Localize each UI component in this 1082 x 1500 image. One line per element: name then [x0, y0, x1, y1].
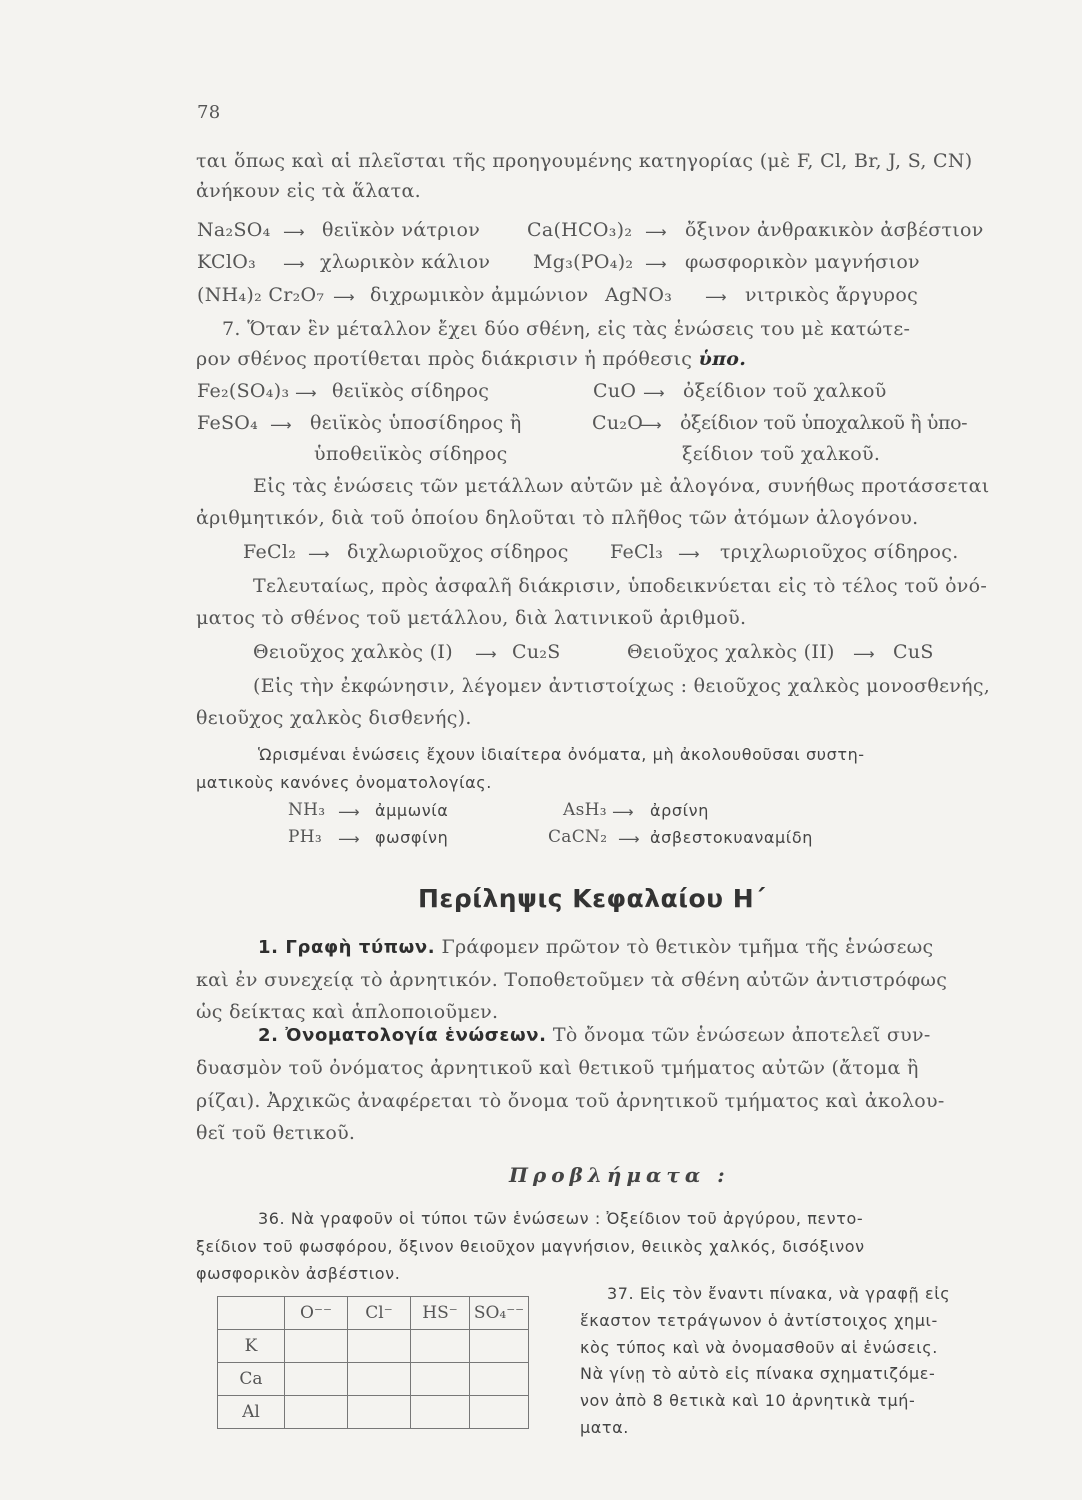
problem-37-line-2: ἕκαστον τετράγωνον ὁ ἀντίστοιχος χημι- [580, 1311, 938, 1330]
table-cell [348, 1330, 411, 1363]
compound-name: ἀσβεστοκυαναμίδη [650, 828, 813, 847]
summary-p2-line-2: δυασμὸν τοῦ ὀνόματος ἀρνητικοῦ καὶ θετικοῦ τμήματος αὐτῶν (ἄτομα ἢ [196, 1057, 919, 1079]
formula: FeCl₃ [610, 541, 664, 563]
rule-7-line-2 [196, 348, 746, 370]
arrow-icon: ⟶ [270, 416, 292, 434]
arrow-icon: ⟶ [678, 545, 700, 563]
arrow-icon: ⟶ [645, 223, 667, 241]
arrow-icon: ⟶ [705, 288, 727, 306]
arrow-icon: ⟶ [308, 545, 330, 563]
compound-name: ὀξείδιον τοῦ ὑποχαλκοῦ ἢ ὑπο- [680, 412, 968, 434]
page-number: 78 [197, 102, 221, 123]
ion-grid-table [217, 1296, 529, 1429]
table-cell [411, 1363, 470, 1396]
table-cell [411, 1396, 470, 1429]
formula: Na₂SO₄ [197, 219, 271, 241]
compound-name: Θειοῦχος χαλκὸς (I) [253, 641, 453, 663]
compound-name: διχρωμικὸν ἀμμώνιον [370, 284, 589, 306]
arrow-icon: ⟶ [333, 288, 355, 306]
formula: CuO [593, 380, 637, 402]
compound-name: φωσφίνη [375, 828, 449, 847]
row-header: K [218, 1330, 285, 1363]
compound-name: θειϊκὸς ὑποσίδηρος ἢ [310, 412, 522, 434]
problem-36-line-2: ξείδιον τοῦ φωσφόρου, ὄξινον θειοῦχον μαγνήσιον, θειικὸς χαλκός, δισόξινον [196, 1237, 865, 1256]
halides-line-1: Εἰς τὰς ἑνώσεις τῶν μετάλλων αὐτῶν μὲ ἀλογόνα, συνήθως προτάσσεται [253, 475, 990, 497]
summary-p2-line-1 [258, 1024, 931, 1046]
table-cell [470, 1396, 529, 1429]
table-cell [348, 1363, 411, 1396]
column-header: SO₄⁻⁻ [470, 1297, 529, 1330]
latin-line-1: Τελευταίως, πρὸς ἀσφαλῆ διάκρισιν, ὑποδεικνύεται εἰς τὸ τέλος τοῦ ὀνό- [253, 575, 988, 597]
row-header: Al [218, 1396, 285, 1429]
problem-37-line-3: κὸς τύπος καὶ νὰ ὀνομασθοῦν αἱ ἑνώσεις. [580, 1338, 938, 1357]
problem-36-line-1: 36. Νὰ γραφοῦν οἱ τύποι τῶν ἑνώσεων : Ὀξείδιον τοῦ ἀργύρου, πεντο- [258, 1209, 864, 1228]
summary-p2-text: Τὸ ὄνομα τῶν ἑνώσεων ἀποτελεῖ συν- [552, 1024, 931, 1046]
table-cell [285, 1330, 348, 1363]
arrow-icon: ⟶ [640, 416, 662, 434]
problem-36-line-3: φωσφορικὸν ἀσβέστιον. [196, 1264, 401, 1283]
compound-name: φωσφορικὸν μαγνήσιον [685, 251, 920, 273]
formula: PH₃ [288, 827, 322, 847]
formula: NH₃ [288, 800, 326, 820]
arrow-icon: ⟶ [283, 223, 305, 241]
arrow-icon: ⟶ [618, 830, 640, 848]
table-cell [348, 1396, 411, 1429]
special-line-1: Ὡρισμέναι ἑνώσεις ἔχουν ἰδιαίτερα ὀνόματα, μὴ ἀκολουθοῦσαι συστη- [258, 745, 865, 764]
arrow-icon: ⟶ [612, 803, 634, 821]
problem-37-line-1: 37. Εἰς τὸν ἔναντι πίνακα, νὰ γραφῇ εἰς [607, 1284, 951, 1303]
table-cell [411, 1330, 470, 1363]
summary-p1-line-1 [258, 936, 933, 958]
problem-37-line-5: νον ἀπὸ 8 θετικὰ καὶ 10 ἀρνητικὰ τμή- [580, 1391, 916, 1410]
compound-name: χλωρικὸν κάλιον [320, 251, 491, 273]
formula: Mg₃(PO₄)₂ [533, 251, 634, 273]
summary-p2-line-4: θεῖ τοῦ θετικοῦ. [196, 1122, 356, 1144]
table-row [218, 1363, 529, 1396]
formula: CuS [893, 641, 934, 663]
compound-name: Θειοῦχος χαλκὸς (II) [627, 641, 835, 663]
summary-p1-title: 1. Γραφὴ τύπων. [258, 937, 436, 958]
arrow-icon: ⟶ [645, 255, 667, 273]
formula: CaCN₂ [548, 827, 608, 847]
formula: Ca(HCO₃)₂ [527, 219, 633, 241]
table-cell [470, 1363, 529, 1396]
arrow-icon: ⟶ [283, 255, 305, 273]
summary-p2-line-3: ρίζαι). Ἀρχικῶς ἀναφέρεται τὸ ὄνομα τοῦ ἀρνητικοῦ τμήματος καὶ ἀκολου- [196, 1090, 945, 1112]
corner-cell [218, 1297, 285, 1330]
compound-name: θειϊκὸς σίδηρος [332, 380, 490, 402]
summary-p1-line-2: καὶ ἐν συνεχείᾳ τὸ ἀρνητικόν. Τοποθετοῦμεν τὰ σθένη αὐτῶν ἀντιστρόφως [196, 969, 948, 991]
special-line-2: ματικοὺς κανόνες ὀνοματολογίας. [196, 773, 492, 792]
table-row [218, 1297, 529, 1330]
compound-name: διχλωριοῦχος σίδηρος [347, 541, 569, 563]
arrow-icon: ⟶ [338, 803, 360, 821]
table-cell [285, 1363, 348, 1396]
problem-37-line-6: ματα. [580, 1418, 629, 1437]
latin-line-2: ματος τὸ σθένος τοῦ μετάλλου, διὰ λατινικοῦ ἀριθμοῦ. [196, 607, 747, 629]
summary-p1-line-3: ὡς δείκτας καὶ ἁπλοποιοῦμεν. [196, 1001, 499, 1023]
formula: KClO₃ [197, 251, 256, 273]
row-header: Ca [218, 1363, 285, 1396]
pronunciation-line-2: θειοῦχος χαλκὸς δισθενής). [196, 707, 472, 729]
column-header: HS⁻ [411, 1297, 470, 1330]
summary-p1-text: Γράφομεν πρῶτον τὸ θετικὸν τμῆμα τῆς ἑνώσεως [441, 936, 934, 958]
pronunciation-line-1: (Εἰς τὴν ἐκφώνησιν, λέγομεν ἀντιστοίχως : θειοῦχος χαλκὸς μονοσθενής, [253, 675, 991, 697]
table-row [218, 1330, 529, 1363]
compound-name: θειϊκὸν νάτριον [322, 219, 481, 241]
intro-line-1: ται ὅπως καὶ αἱ πλεῖσται τῆς προηγουμένης κατηγορίας (μὲ F, Cl, Br, J, S, CN) [196, 150, 973, 172]
compound-name: ξείδιον τοῦ χαλκοῦ. [682, 443, 881, 465]
table-cell [470, 1330, 529, 1363]
formula: (NH₄)₂ Cr₂O₇ [197, 284, 325, 306]
formula: Cu₂O [592, 412, 644, 434]
arrow-icon: ⟶ [338, 830, 360, 848]
formula: Cu₂S [512, 641, 561, 663]
column-header: O⁻⁻ [285, 1297, 348, 1330]
compound-name: τριχλωριοῦχος σίδηρος. [720, 541, 959, 563]
compound-name: ἀρσίνη [650, 801, 709, 820]
summary-heading: Περίληψις Κεφαλαίου Η΄ [418, 884, 766, 913]
formula: FeCl₂ [243, 541, 297, 563]
compound-name: ὄξινον ἀνθρακικὸν ἀσβέστιον [685, 219, 984, 241]
compound-name: ὑποθειϊκὸς σίδηρος [314, 443, 508, 465]
compound-name: ὀξείδιον τοῦ χαλκοῦ [683, 380, 887, 402]
problems-heading: Προβλήματα : [509, 1163, 730, 1187]
halides-line-2: ἀριθμητικόν, διὰ τοῦ ὁποίου δηλοῦται τὸ πλῆθος τῶν ἀτόμων ἀλογόνου. [196, 507, 919, 529]
rule-7-text: ρον σθένος προτίθεται πρὸς διάκρισιν ἡ πρόθεσις [196, 348, 693, 370]
summary-p2-title: 2. Ὀνοματολογία ἑνώσεων. [258, 1025, 547, 1046]
arrow-icon: ⟶ [853, 645, 875, 663]
table-cell [285, 1396, 348, 1429]
formula: AsH₃ [563, 800, 607, 820]
formula: AgNO₃ [605, 284, 673, 306]
arrow-icon: ⟶ [295, 384, 317, 402]
table-row [218, 1396, 529, 1429]
compound-name: νιτρικὸς ἄργυρος [745, 284, 919, 306]
intro-line-2: ἀνήκουν εἰς τὰ ἅλατα. [196, 180, 421, 202]
formula: Fe₂(SO₄)₃ [197, 380, 290, 402]
compound-name: ἀμμωνία [375, 801, 449, 820]
formula: FeSO₄ [197, 412, 259, 434]
arrow-icon: ⟶ [643, 384, 665, 402]
column-header: Cl⁻ [348, 1297, 411, 1330]
arrow-icon: ⟶ [475, 645, 497, 663]
rule-7-line-1: 7. Ὅταν ἓν μέταλλον ἔχει δύο σθένη, εἰς τὰς ἑνώσεις του μὲ κατώτε- [222, 318, 911, 340]
prefix-hypo: ὑπο. [698, 348, 747, 370]
problem-37-line-4: Νὰ γίνῃ τὸ αὐτὸ εἰς πίνακα σχηματιζόμε- [580, 1364, 936, 1383]
